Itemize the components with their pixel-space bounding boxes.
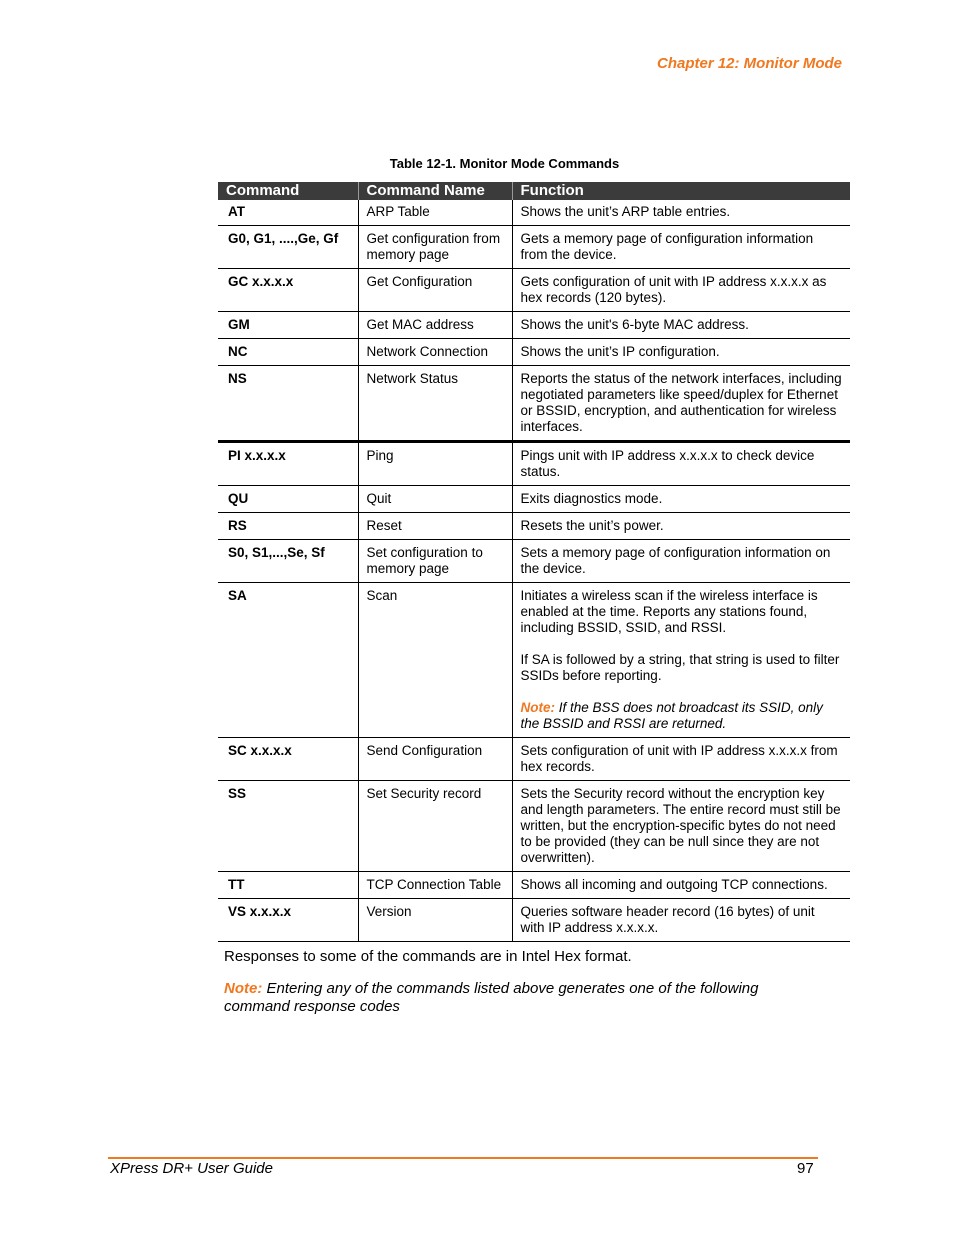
command-name-cell: Version	[358, 899, 512, 942]
function-paragraph: Pings unit with IP address x.x.x.x to check device status.	[520, 448, 815, 479]
command-cell: SS	[218, 781, 358, 872]
function-cell	[512, 312, 850, 339]
table-row	[218, 366, 850, 442]
table-row	[218, 513, 850, 540]
command-name-cell: Get MAC address	[358, 312, 512, 339]
command-cell: PI x.x.x.x	[218, 442, 358, 486]
function-paragraph: Queries software header record (16 bytes) of unit with IP address x.x.x.x.	[520, 904, 815, 935]
table-row	[218, 872, 850, 899]
function-cell	[512, 269, 850, 312]
command-cell: SC x.x.x.x	[218, 738, 358, 781]
note-label: Note:	[520, 700, 555, 715]
function-paragraph: Shows the unit’s IP configuration.	[520, 344, 720, 359]
function-cell	[512, 583, 850, 738]
function-cell	[512, 540, 850, 583]
function-paragraph: Exits diagnostics mode.	[520, 491, 663, 506]
table-row	[218, 486, 850, 513]
command-name-cell: Set Security record	[358, 781, 512, 872]
function-cell	[512, 200, 850, 226]
body-paragraph: Responses to some of the commands are in Intel Hex format.	[224, 948, 632, 965]
command-name-cell: ARP Table	[358, 200, 512, 226]
note-label: Note:	[224, 980, 263, 997]
table-row	[218, 781, 850, 872]
table-row	[218, 339, 850, 366]
table-header-row	[218, 182, 850, 200]
command-name-cell: TCP Connection Table	[358, 872, 512, 899]
function-cell	[512, 442, 850, 486]
page-number: 97	[797, 1160, 814, 1177]
function-cell	[512, 226, 850, 269]
function-cell	[512, 339, 850, 366]
monitor-commands-table	[218, 182, 850, 942]
function-cell	[512, 899, 850, 942]
command-cell: NC	[218, 339, 358, 366]
command-name-cell: Set configuration to memory page	[358, 540, 512, 583]
command-cell: SA	[218, 583, 358, 738]
function-paragraph: Sets a memory page of configuration information on the device.	[520, 545, 831, 576]
command-name-cell: Quit	[358, 486, 512, 513]
footer-divider	[108, 1157, 818, 1159]
function-cell	[512, 513, 850, 540]
function-cell	[512, 486, 850, 513]
function-cell	[512, 366, 850, 442]
column-header-command: Command	[218, 182, 358, 200]
function-paragraph: Shows the unit's 6-byte MAC address.	[520, 317, 749, 332]
command-cell: GM	[218, 312, 358, 339]
footer-title: XPress DR+ User Guide	[110, 1160, 273, 1177]
command-name-cell: Get Configuration	[358, 269, 512, 312]
table-body	[218, 200, 850, 942]
command-name-cell: Reset	[358, 513, 512, 540]
body-note	[224, 980, 824, 1016]
table-row	[218, 583, 850, 738]
command-cell: S0, S1,...,Se, Sf	[218, 540, 358, 583]
function-paragraph: Sets configuration of unit with IP address x.x.x.x from hex records.	[520, 743, 838, 774]
command-cell: GC x.x.x.x	[218, 269, 358, 312]
table-row	[218, 200, 850, 226]
function-paragraph: Sets the Security record without the encryption key and length parameters. The entire record must still be written, but the encryption-specific bytes do not need to be provided (they can be null since they are not overwritten).	[520, 786, 841, 865]
command-name-cell: Network Connection	[358, 339, 512, 366]
command-name-cell: Get configuration from memory page	[358, 226, 512, 269]
table-row	[218, 442, 850, 486]
command-cell: TT	[218, 872, 358, 899]
table-row	[218, 226, 850, 269]
table-row	[218, 269, 850, 312]
command-name-cell: Network Status	[358, 366, 512, 442]
function-paragraph: Reports the status of the network interfaces, including negotiated parameters like speed/duplex for Ethernet or BSSID, encryption, and authentication for wireless interfaces.	[520, 371, 842, 434]
function-cell	[512, 738, 850, 781]
command-name-cell: Ping	[358, 442, 512, 486]
column-header-function: Function	[512, 182, 850, 200]
command-cell: RS	[218, 513, 358, 540]
function-paragraph: Resets the unit’s power.	[520, 518, 664, 533]
command-cell: QU	[218, 486, 358, 513]
function-paragraph: Shows all incoming and outgoing TCP connections.	[520, 877, 828, 892]
function-paragraph: Gets a memory page of configuration information from the device.	[520, 231, 814, 262]
function-cell	[512, 872, 850, 899]
chapter-header: Chapter 12: Monitor Mode	[656, 55, 842, 72]
note-text: Entering any of the commands listed above generates one of the following command response codes	[224, 980, 759, 1015]
function-paragraph: Initiates a wireless scan if the wireless interface is enabled at the time. Reports any stations found, including BSSID, SSID, and RSSI.	[520, 588, 818, 635]
command-cell: VS x.x.x.x	[218, 899, 358, 942]
function-paragraph: Gets configuration of unit with IP address x.x.x.x as hex records (120 bytes).	[520, 274, 827, 305]
command-name-cell: Scan	[358, 583, 512, 738]
function-cell	[512, 781, 850, 872]
function-note	[521, 700, 843, 732]
table-row	[218, 312, 850, 339]
table-row	[218, 540, 850, 583]
table-row	[218, 899, 850, 942]
function-paragraph: Shows the unit’s ARP table entries.	[520, 204, 731, 219]
table-row	[218, 738, 850, 781]
command-cell: AT	[218, 200, 358, 226]
command-name-cell: Send Configuration	[358, 738, 512, 781]
table-caption: Table 12-1. Monitor Mode Commands	[389, 156, 620, 171]
command-cell: G0, G1, ....,Ge, Gf	[218, 226, 358, 269]
note-text: If the BSS does not broadcast its SSID, only the BSSID and RSSI are returned.	[520, 700, 823, 731]
function-paragraph: If SA is followed by a string, that string is used to filter SSIDs before reporting.	[520, 652, 840, 683]
column-header-command-name: Command Name	[358, 182, 512, 200]
command-cell: NS	[218, 366, 358, 442]
